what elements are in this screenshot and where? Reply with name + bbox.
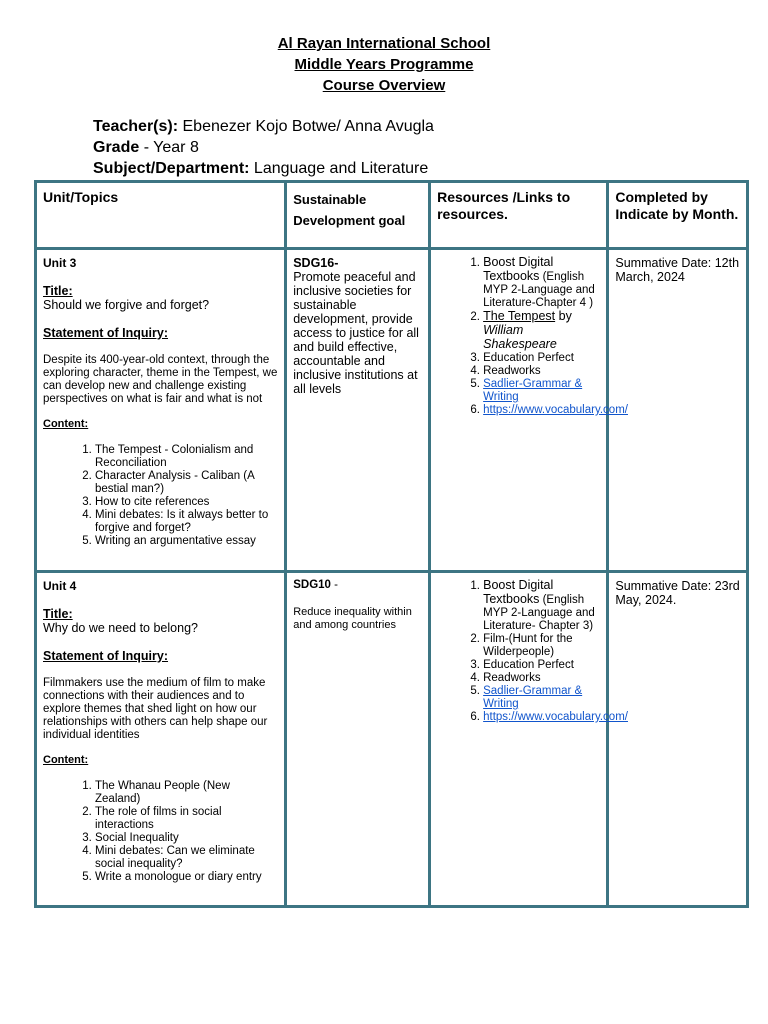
resource-author: William Shakespeare (483, 323, 557, 351)
unit-3-cell (36, 249, 286, 572)
list-item: 1. The Whanau People (New Zealand) (95, 780, 278, 806)
resource-by: by (555, 309, 572, 323)
unit-4-sdg-code: SDG10 (293, 579, 331, 591)
list-item (483, 711, 628, 724)
unit-4-completed-cell (608, 572, 748, 907)
list-item (483, 685, 600, 711)
sadlier-link[interactable]: Sadlier-Grammar & Writing (483, 685, 583, 710)
unit-4-content-list (43, 780, 278, 884)
unit-3-sdg-cell (286, 249, 430, 572)
unit-4-cell (36, 572, 286, 907)
list-item: 2. Film-(Hunt for the Wilderpeople) (483, 633, 600, 659)
school-name: Al Rayan International School (277, 35, 491, 52)
sadlier-link[interactable]: Sadlier-Grammar & Writing (483, 378, 583, 403)
unit-4-title: Why do we need to belong? (43, 621, 198, 635)
list-item: 3. Social Inequality (95, 832, 278, 845)
course-overview-table (34, 180, 749, 908)
unit-3-summative-date: Summative Date: 12th March, 2024 (615, 256, 740, 284)
resource-boost: Boost Digital Textbooks (483, 578, 554, 606)
list-item: 3. Education Perfect (483, 352, 600, 365)
list-item: 3. Education Perfect (483, 659, 600, 672)
unit-3-completed-cell (608, 249, 748, 572)
unit-3-title: Should we forgive and forget? (43, 298, 210, 312)
list-item: 4. Mini debates: Can we eliminate social inequality? (95, 845, 278, 871)
list-item: 4. Readworks (483, 365, 600, 378)
unit-4-resources-cell (430, 572, 628, 907)
programme-name: Middle Years Programme (294, 56, 474, 73)
unit-4-soi-label: Statement of Inquiry: (43, 649, 169, 663)
list-item: 2. Character Analysis - Caliban (A bestial man?) (95, 470, 278, 496)
unit-4-sdg-text: Reduce inequality within and among countries (293, 606, 412, 631)
header-resources: Resources /Links to resources. (430, 182, 608, 249)
unit-3-title-label: Title: (43, 284, 73, 298)
unit-4-sdg-dash: - (330, 579, 338, 591)
unit-3-sdg-text: Promote peaceful and inclusive societies for sustainable development, provide access to justice for all and build effective, accountable and inclusive institutions at all levels (293, 270, 419, 396)
resource-tempest: The Tempest (483, 309, 556, 323)
unit-4-sdg-cell (286, 572, 430, 907)
resource-boost: Boost Digital Textbooks (483, 255, 554, 283)
resource-boost-detail: (English MYP 2-Language and Literature-Chapter 4 ) (483, 271, 595, 309)
list-item: 4. Mini debates: Is it always better to forgive and forget? (95, 509, 278, 535)
unit-3-resources-list (437, 255, 628, 417)
table-row-unit-4 (36, 572, 748, 907)
unit-4-title-label: Title: (43, 607, 73, 621)
unit-4-content-label: Content: (43, 754, 89, 766)
header-unit-topics: Unit/Topics (36, 182, 286, 249)
list-item: 5. Write a monologue or diary entry (95, 871, 278, 884)
unit-3-resources-cell (430, 249, 628, 572)
grade-value: - Year 8 (139, 139, 199, 156)
grade-line (93, 137, 434, 158)
document-title: Course Overview (322, 77, 446, 94)
unit-4-soi: Filmmakers use the medium of film to make connections with their audiences and to explore themes that shed light on how our relationships with others can help shape our individual identities (43, 677, 268, 741)
list-item: 4. Readworks (483, 672, 600, 685)
list-item: 5. Writing an argumentative essay (95, 535, 278, 548)
list-item: 3. How to cite references (95, 496, 278, 509)
unit-3-content-list (43, 444, 278, 548)
vocabulary-link[interactable]: https://www.vocabulary.com/ (483, 711, 628, 723)
resource-boost-detail: (English MYP 2-Language and Literature- Chapter 3) (483, 594, 595, 632)
list-item (483, 310, 600, 352)
list-item (483, 579, 600, 633)
subject-label: Subject/Department: (93, 160, 250, 177)
list-item (483, 256, 600, 310)
unit-3-soi: Despite its 400-year-old context, through the exploring character, theme in the Tempest, we can develop new and challenge existing perspectives on what is fair and what is not (43, 354, 278, 405)
list-item: 1. The Tempest - Colonialism and Reconciliation (95, 444, 278, 470)
teacher-label: Teacher(s): (93, 118, 179, 135)
subject-value: Language and Literature (249, 160, 429, 177)
subject-line (93, 158, 434, 179)
teacher-value: Ebenezer Kojo Botwe/ Anna Avugla (178, 118, 434, 135)
table-header-row (36, 182, 748, 249)
unit-4-heading: Unit 4 (43, 579, 77, 593)
list-item: 2. The role of films in social interactions (95, 806, 278, 832)
table-row-unit-3 (36, 249, 748, 572)
list-item (483, 378, 600, 404)
unit-4-resources-list (437, 578, 628, 724)
unit-3-soi-label: Statement of Inquiry: (43, 326, 169, 340)
course-meta (93, 116, 434, 179)
teacher-line (93, 116, 434, 137)
document-header (0, 0, 768, 96)
unit-4-summative-date: Summative Date: 23rd May, 2024. (615, 579, 740, 607)
vocabulary-link[interactable]: https://www.vocabulary.com/ (483, 404, 628, 416)
unit-3-heading: Unit 3 (43, 256, 77, 270)
header-completed: Completed by Indicate by Month. (608, 182, 748, 249)
list-item (483, 404, 628, 417)
header-sdg: Sustainable Development goal (286, 182, 430, 249)
unit-3-sdg-code: SDG16- (293, 256, 339, 270)
grade-label: Grade (93, 139, 140, 156)
unit-3-content-label: Content: (43, 418, 89, 430)
